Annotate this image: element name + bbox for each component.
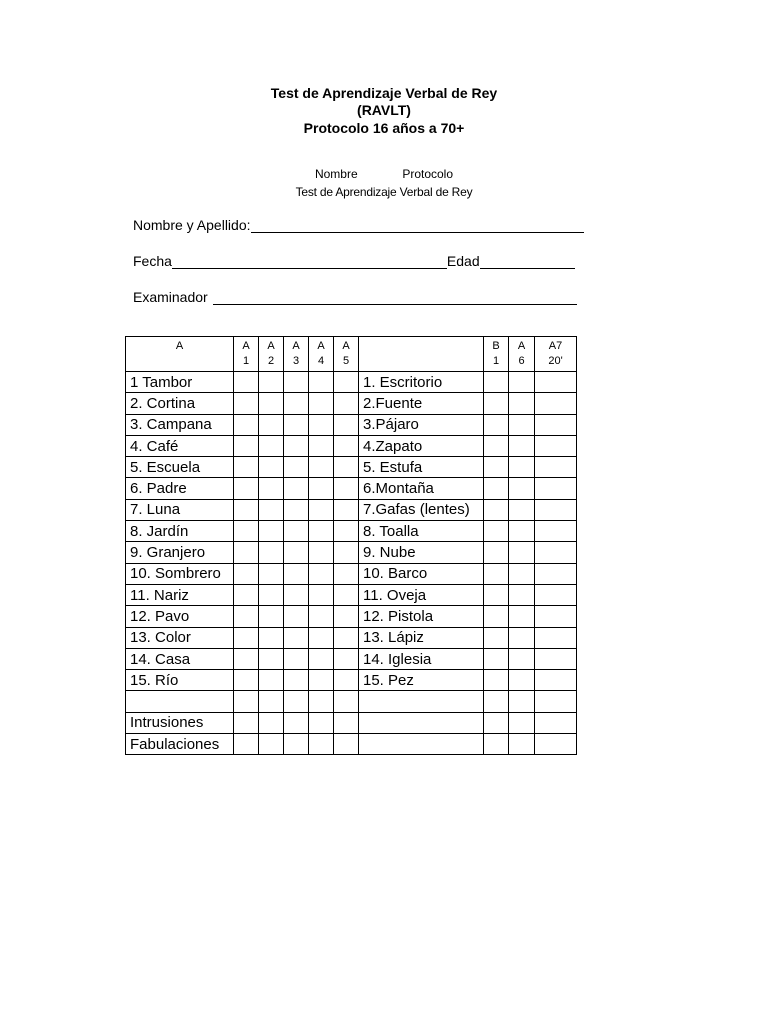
score-cell-a4[interactable]	[309, 372, 334, 393]
table-row	[126, 478, 577, 499]
subheader-protocolo: Protocolo	[402, 167, 454, 181]
score-cell-a5[interactable]	[334, 691, 359, 712]
score-cell-a7[interactable]	[535, 584, 577, 605]
score-cell-b1[interactable]	[484, 372, 509, 393]
score-cell-b1[interactable]	[484, 542, 509, 563]
word-a: Intrusiones	[126, 712, 234, 733]
score-cell-a1[interactable]	[234, 563, 259, 584]
word-a: 7. Luna	[126, 499, 234, 520]
word-a: 6. Padre	[126, 478, 234, 499]
score-cell-a6[interactable]	[509, 393, 535, 414]
score-cell-a1[interactable]	[234, 372, 259, 393]
score-cell-a3[interactable]	[284, 435, 309, 456]
score-cell-a2[interactable]	[259, 542, 284, 563]
score-cell-a6[interactable]	[509, 691, 535, 712]
document-acronym: (RAVLT)	[357, 102, 411, 118]
word-a: 13. Color	[126, 627, 234, 648]
score-cell-a2[interactable]	[259, 521, 284, 542]
word-a: 3. Campana	[126, 414, 234, 435]
header-list-a: A	[126, 337, 234, 372]
score-cell-a6[interactable]	[509, 521, 535, 542]
subheader-nombre: Nombre	[314, 167, 358, 181]
score-cell-a5[interactable]	[334, 521, 359, 542]
score-cell-a1[interactable]	[234, 414, 259, 435]
score-cell-a2[interactable]	[259, 648, 284, 669]
score-cell-a4[interactable]	[309, 478, 334, 499]
date-age-field	[133, 253, 575, 269]
score-cell-a3[interactable]	[284, 691, 309, 712]
score-cell-a3[interactable]	[284, 499, 309, 520]
score-cell-a1[interactable]	[234, 712, 259, 733]
score-cell-a6[interactable]	[509, 499, 535, 520]
score-cell-a6[interactable]	[509, 627, 535, 648]
word-b	[359, 734, 484, 755]
score-cell-a5[interactable]	[334, 670, 359, 691]
score-cell-a7[interactable]	[535, 606, 577, 627]
score-cell-a1[interactable]	[234, 648, 259, 669]
score-cell-a6[interactable]	[509, 606, 535, 627]
score-cell-b1[interactable]	[484, 712, 509, 733]
score-cell-b1[interactable]	[484, 670, 509, 691]
score-cell-a5[interactable]	[334, 627, 359, 648]
table-row	[126, 372, 577, 393]
table-row	[126, 606, 577, 627]
word-b: 6.Montaña	[359, 478, 484, 499]
word-b: 8. Toalla	[359, 521, 484, 542]
score-cell-a7[interactable]	[535, 542, 577, 563]
score-cell-a2[interactable]	[259, 393, 284, 414]
score-cell-a7[interactable]	[535, 435, 577, 456]
score-cell-a7[interactable]	[535, 499, 577, 520]
score-cell-a1[interactable]	[234, 542, 259, 563]
score-cell-a2[interactable]	[259, 691, 284, 712]
score-cell-a5[interactable]	[334, 435, 359, 456]
score-cell-a6[interactable]	[509, 584, 535, 605]
word-b	[359, 691, 484, 712]
subheader-test-name: Test de Aprendizaje Verbal de Rey	[295, 185, 473, 199]
score-cell-a2[interactable]	[259, 627, 284, 648]
word-a: 10. Sombrero	[126, 563, 234, 584]
word-b: 13. Lápiz	[359, 627, 484, 648]
score-cell-a7[interactable]	[535, 372, 577, 393]
examiner-field	[133, 289, 577, 305]
score-cell-a7[interactable]	[535, 457, 577, 478]
score-cell-a4[interactable]	[309, 691, 334, 712]
table-row	[126, 414, 577, 435]
score-cell-a7[interactable]	[535, 521, 577, 542]
score-cell-b1[interactable]	[484, 606, 509, 627]
score-cell-b1[interactable]	[484, 393, 509, 414]
score-cell-a2[interactable]	[259, 606, 284, 627]
score-cell-a1[interactable]	[234, 457, 259, 478]
score-cell-a6[interactable]	[509, 478, 535, 499]
score-cell-a4[interactable]	[309, 734, 334, 755]
score-cell-b1[interactable]	[484, 521, 509, 542]
score-cell-a1[interactable]	[234, 670, 259, 691]
table-row	[126, 499, 577, 520]
score-cell-a3[interactable]	[284, 670, 309, 691]
word-a: 1 Tambor	[126, 372, 234, 393]
score-cell-a1[interactable]	[234, 435, 259, 456]
score-cell-a2[interactable]	[259, 712, 284, 733]
score-cell-a4[interactable]	[309, 457, 334, 478]
score-cell-a4[interactable]	[309, 521, 334, 542]
table-body	[126, 372, 577, 755]
score-cell-a4[interactable]	[309, 648, 334, 669]
word-b: 7.Gafas (lentes)	[359, 499, 484, 520]
score-cell-a2[interactable]	[259, 414, 284, 435]
score-cell-a5[interactable]	[334, 499, 359, 520]
table-row	[126, 521, 577, 542]
score-cell-b1[interactable]	[484, 457, 509, 478]
score-cell-a4[interactable]	[309, 627, 334, 648]
score-cell-a5[interactable]	[334, 734, 359, 755]
score-cell-a7[interactable]	[535, 563, 577, 584]
score-cell-a6[interactable]	[509, 372, 535, 393]
score-cell-a2[interactable]	[259, 499, 284, 520]
score-cell-b1[interactable]	[484, 734, 509, 755]
word-b: 1. Escritorio	[359, 372, 484, 393]
score-cell-b1[interactable]	[484, 584, 509, 605]
word-b: 9. Nube	[359, 542, 484, 563]
table-row	[126, 393, 577, 414]
score-cell-a5[interactable]	[334, 478, 359, 499]
score-cell-a3[interactable]	[284, 478, 309, 499]
score-cell-a2[interactable]	[259, 584, 284, 605]
word-a: 9. Granjero	[126, 542, 234, 563]
table-row	[126, 734, 577, 755]
header-a6: A 6	[509, 337, 535, 372]
score-cell-a7[interactable]	[535, 627, 577, 648]
header-b1: B 1	[484, 337, 509, 372]
score-cell-a1[interactable]	[234, 478, 259, 499]
score-cell-a3[interactable]	[284, 372, 309, 393]
score-cell-a2[interactable]	[259, 563, 284, 584]
score-cell-a3[interactable]	[284, 627, 309, 648]
score-cell-a1[interactable]	[234, 627, 259, 648]
table-header-row	[126, 337, 577, 372]
score-cell-a5[interactable]	[334, 372, 359, 393]
name-line[interactable]	[251, 218, 584, 233]
header-a1: A 1	[234, 337, 259, 372]
score-cell-a3[interactable]	[284, 606, 309, 627]
score-cell-a5[interactable]	[334, 457, 359, 478]
score-cell-b1[interactable]	[484, 563, 509, 584]
score-cell-b1[interactable]	[484, 478, 509, 499]
word-b: 2.Fuente	[359, 393, 484, 414]
score-cell-a5[interactable]	[334, 712, 359, 733]
score-cell-a6[interactable]	[509, 648, 535, 669]
word-b	[359, 712, 484, 733]
table-row	[126, 542, 577, 563]
score-cell-a4[interactable]	[309, 563, 334, 584]
score-cell-b1[interactable]	[484, 499, 509, 520]
examiner-line[interactable]	[213, 290, 577, 305]
score-cell-a6[interactable]	[509, 414, 535, 435]
score-cell-a1[interactable]	[234, 691, 259, 712]
score-cell-b1[interactable]	[484, 627, 509, 648]
score-cell-a4[interactable]	[309, 670, 334, 691]
score-cell-a7[interactable]	[535, 670, 577, 691]
score-cell-a4[interactable]	[309, 712, 334, 733]
score-cell-a2[interactable]	[259, 457, 284, 478]
score-cell-a6[interactable]	[509, 734, 535, 755]
table-row	[126, 712, 577, 733]
score-cell-a1[interactable]	[234, 499, 259, 520]
word-b: 14. Iglesia	[359, 648, 484, 669]
word-a: 8. Jardín	[126, 521, 234, 542]
document-title: Test de Aprendizaje Verbal de Rey	[270, 85, 498, 101]
name-label: Nombre y Apellido:	[133, 217, 251, 233]
date-label: Fecha	[133, 253, 172, 269]
score-cell-a6[interactable]	[509, 435, 535, 456]
table-row	[126, 435, 577, 456]
score-cell-a3[interactable]	[284, 521, 309, 542]
score-cell-a6[interactable]	[509, 670, 535, 691]
score-cell-a6[interactable]	[509, 457, 535, 478]
table-row	[126, 648, 577, 669]
score-cell-a1[interactable]	[234, 606, 259, 627]
header-a3: A 3	[284, 337, 309, 372]
score-cell-a5[interactable]	[334, 393, 359, 414]
score-cell-a7[interactable]	[535, 691, 577, 712]
score-cell-b1[interactable]	[484, 691, 509, 712]
score-cell-a7[interactable]	[535, 712, 577, 733]
score-cell-a1[interactable]	[234, 584, 259, 605]
word-b: 15. Pez	[359, 670, 484, 691]
score-cell-a3[interactable]	[284, 734, 309, 755]
score-cell-a4[interactable]	[309, 414, 334, 435]
document-protocol: Protocolo 16 años a 70+	[303, 120, 465, 136]
table-row	[126, 457, 577, 478]
score-cell-a7[interactable]	[535, 478, 577, 499]
score-cell-b1[interactable]	[484, 414, 509, 435]
score-cell-a1[interactable]	[234, 521, 259, 542]
score-cell-b1[interactable]	[484, 435, 509, 456]
word-a: 14. Casa	[126, 648, 234, 669]
header-list-b	[359, 337, 484, 372]
examiner-label: Examinador	[133, 289, 208, 305]
header-a5: A 5	[334, 337, 359, 372]
word-a: 15. Río	[126, 670, 234, 691]
score-cell-a7[interactable]	[535, 734, 577, 755]
table-row	[126, 670, 577, 691]
score-cell-a5[interactable]	[334, 563, 359, 584]
word-b: 12. Pistola	[359, 606, 484, 627]
score-cell-a4[interactable]	[309, 435, 334, 456]
word-a: 4. Café	[126, 435, 234, 456]
word-a	[126, 691, 234, 712]
score-cell-a2[interactable]	[259, 372, 284, 393]
age-line[interactable]	[480, 254, 575, 269]
score-cell-a3[interactable]	[284, 648, 309, 669]
score-cell-a2[interactable]	[259, 478, 284, 499]
score-cell-a5[interactable]	[334, 606, 359, 627]
score-cell-a1[interactable]	[234, 734, 259, 755]
score-cell-a2[interactable]	[259, 670, 284, 691]
score-cell-a7[interactable]	[535, 393, 577, 414]
score-cell-a2[interactable]	[259, 435, 284, 456]
score-cell-a5[interactable]	[334, 584, 359, 605]
score-cell-a4[interactable]	[309, 499, 334, 520]
word-b: 10. Barco	[359, 563, 484, 584]
table-row	[126, 563, 577, 584]
table-row	[126, 691, 577, 712]
score-cell-a7[interactable]	[535, 414, 577, 435]
score-cell-a5[interactable]	[334, 648, 359, 669]
word-b: 5. Estufa	[359, 457, 484, 478]
word-a: 12. Pavo	[126, 606, 234, 627]
header-a7: A7 20'	[535, 337, 577, 372]
score-cell-a2[interactable]	[259, 734, 284, 755]
score-cell-a6[interactable]	[509, 712, 535, 733]
word-a: 5. Escuela	[126, 457, 234, 478]
header-a4: A 4	[309, 337, 334, 372]
score-cell-a7[interactable]	[535, 648, 577, 669]
score-cell-a3[interactable]	[284, 393, 309, 414]
score-cell-a1[interactable]	[234, 393, 259, 414]
word-a: 11. Nariz	[126, 584, 234, 605]
date-line[interactable]	[172, 254, 447, 269]
score-cell-a4[interactable]	[309, 542, 334, 563]
score-cell-a4[interactable]	[309, 606, 334, 627]
header-a2: A 2	[259, 337, 284, 372]
word-a: 2. Cortina	[126, 393, 234, 414]
score-cell-a4[interactable]	[309, 584, 334, 605]
score-cell-a5[interactable]	[334, 542, 359, 563]
score-cell-a5[interactable]	[334, 414, 359, 435]
subheader-row	[0, 167, 768, 181]
score-cell-a3[interactable]	[284, 542, 309, 563]
age-label: Edad	[446, 253, 480, 269]
word-b: 4.Zapato	[359, 435, 484, 456]
name-field	[133, 217, 584, 233]
score-cell-a4[interactable]	[309, 393, 334, 414]
word-b: 11. Oveja	[359, 584, 484, 605]
score-cell-a6[interactable]	[509, 563, 535, 584]
score-cell-a6[interactable]	[509, 542, 535, 563]
table-row	[126, 627, 577, 648]
score-cell-a3[interactable]	[284, 584, 309, 605]
score-cell-b1[interactable]	[484, 648, 509, 669]
word-a: Fabulaciones	[126, 734, 234, 755]
score-cell-a3[interactable]	[284, 563, 309, 584]
score-cell-a3[interactable]	[284, 457, 309, 478]
score-cell-a3[interactable]	[284, 712, 309, 733]
ravlt-score-table	[125, 336, 577, 755]
word-b: 3.Pájaro	[359, 414, 484, 435]
table-row	[126, 584, 577, 605]
score-cell-a3[interactable]	[284, 414, 309, 435]
